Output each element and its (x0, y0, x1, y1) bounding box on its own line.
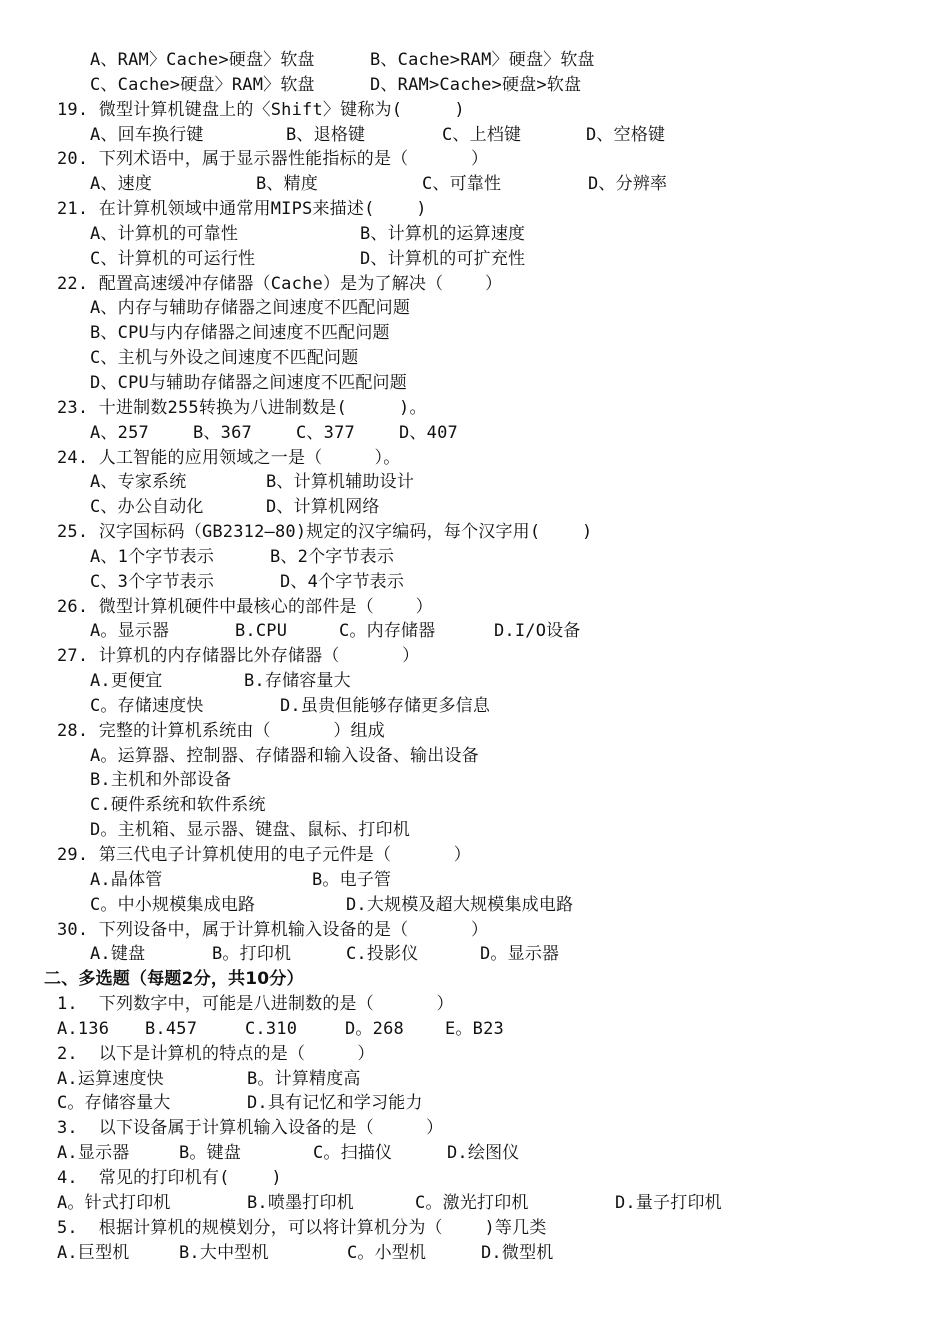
option-row (0, 1091, 950, 1116)
answer-option: D.微型机 (481, 1242, 554, 1263)
answer-option: B、计算机辅助设计 (266, 472, 415, 493)
answer-option: D。显示器 (480, 944, 560, 965)
answer-option: C。存储速度快 (90, 695, 204, 716)
option-row (0, 744, 950, 769)
answer-option: B。计算精度高 (247, 1068, 361, 1089)
answer-option: A、速度 (90, 174, 153, 195)
question-text: 29. 第三代电子计算机使用的电子元件是（ ） (57, 845, 471, 865)
answer-option: A、回车换行键 (90, 124, 204, 145)
question-text: 26. 微型计算机硬件中最核心的部件是（ ） (57, 596, 433, 617)
answer-option: D、4个字节表示 (280, 571, 405, 592)
answer-option: D、CPU与辅助存储器之间速度不匹配问题 (90, 372, 407, 393)
answer-option: B.CPU (235, 621, 288, 642)
answer-option: B、CPU与内存储器之间速度不匹配问题 (90, 323, 390, 344)
option-row (0, 296, 950, 321)
option-row (0, 818, 950, 843)
answer-option: D、计算机网络 (266, 497, 380, 518)
option-row (0, 1017, 950, 1042)
answer-option: A。运算器、控制器、存储器和输入设备、输出设备 (90, 745, 479, 766)
answer-option: A.显示器 (57, 1143, 130, 1164)
answer-option: E。B23 (445, 1018, 504, 1039)
question-text: 28. 完整的计算机系统由（ ）组成 (57, 720, 385, 741)
question-text: 3. 以下设备属于计算机输入设备的是（ ） (57, 1118, 444, 1139)
answer-option: A、计算机的可靠性 (90, 223, 239, 244)
option-row (0, 694, 950, 719)
option-row (0, 346, 950, 371)
answer-option: A.运算速度快 (57, 1068, 164, 1089)
answer-option: D.I/O设备 (494, 621, 581, 642)
answer-option: A。显示器 (90, 621, 170, 642)
answer-option: A、257 (90, 422, 149, 443)
answer-option: D、分辨率 (588, 174, 668, 195)
option-row (0, 793, 950, 818)
answer-option: C。内存储器 (339, 621, 436, 642)
option-row (0, 868, 950, 893)
answer-option: A、专家系统 (90, 472, 187, 493)
answer-option: B。键盘 (179, 1143, 242, 1164)
option-row (0, 545, 950, 570)
option-row (0, 48, 950, 73)
answer-option: B.存储容量大 (244, 671, 351, 692)
question-text: 4. 常见的打印机有( ) (57, 1167, 282, 1188)
answer-option: C.硬件系统和软件系统 (90, 795, 266, 816)
answer-option: C、可靠性 (422, 174, 502, 195)
option-row (0, 470, 950, 495)
answer-option: C。激光打印机 (415, 1192, 529, 1213)
answer-option: D.量子打印机 (615, 1192, 722, 1213)
answer-option: C。存储容量大 (57, 1093, 171, 1114)
answer-option: B.大中型机 (179, 1242, 269, 1263)
option-row (0, 73, 950, 98)
answer-option: B。打印机 (212, 944, 292, 965)
question-text: 22. 配置高速缓冲存储器（Cache）是为了解决（ ） (57, 273, 503, 294)
option-row (0, 247, 950, 272)
answer-option: C。小型机 (347, 1242, 427, 1263)
answer-option: C、主机与外设之间速度不匹配问题 (90, 348, 359, 369)
answer-option: A、1个字节表示 (90, 546, 215, 567)
option-row (0, 371, 950, 396)
option-row (0, 669, 950, 694)
answer-option: D、RAM>Cache>硬盘>软盘 (370, 74, 582, 95)
option-row (0, 1191, 950, 1216)
option-row (0, 1141, 950, 1166)
answer-option: B、Cache>RAM〉硬盘〉软盘 (370, 50, 595, 70)
question-text: 27. 计算机的内存储器比外存储器（ ） (57, 646, 420, 667)
answer-option: D.具有记忆和学习能力 (247, 1093, 423, 1114)
option-row (0, 495, 950, 520)
option-row (0, 172, 950, 197)
answer-option: D。主机箱、显示器、键盘、鼠标、打印机 (90, 820, 411, 841)
option-row (0, 768, 950, 793)
answer-option: D、计算机的可扩充性 (360, 248, 526, 269)
question-text: 25. 汉字国标码（GB2312—80)规定的汉字编码，每个汉字用( ) (57, 522, 593, 543)
answer-option: D、空格键 (586, 124, 666, 145)
answer-option: A、内存与辅助存储器之间速度不匹配问题 (90, 298, 411, 319)
answer-option: C、3个字节表示 (90, 571, 215, 592)
answer-option: B、计算机的运算速度 (360, 223, 526, 244)
question-text: 19. 微型计算机键盘上的〈Shift〉键称为( ) (57, 99, 465, 120)
answer-option: C、Cache>硬盘〉RAM〉软盘 (90, 74, 315, 95)
option-row (0, 1067, 950, 1092)
question-text: 30. 下列设备中，属于计算机输入设备的是（ ） (57, 919, 489, 940)
answer-option: D.虽贵但能够存储更多信息 (280, 695, 491, 716)
answer-option: C、377 (296, 422, 355, 443)
answer-option: B.457 (145, 1018, 198, 1039)
exam-page (0, 48, 950, 1265)
answer-option: B.喷墨打印机 (247, 1192, 354, 1213)
answer-option: C、计算机的可运行性 (90, 248, 256, 269)
option-row (0, 421, 950, 446)
answer-option: A.键盘 (90, 944, 146, 965)
question-text: 21. 在计算机领域中通常用MIPS来描述( ) (57, 199, 427, 220)
answer-option: B。电子管 (312, 869, 392, 890)
option-row (0, 570, 950, 595)
answer-option: B、2个字节表示 (270, 546, 395, 567)
answer-option: D.绘图仪 (447, 1143, 520, 1164)
answer-option: A。针式打印机 (57, 1192, 171, 1213)
answer-option: B、退格键 (286, 124, 366, 145)
option-row (0, 321, 950, 346)
answer-option: D、407 (399, 422, 458, 443)
section-heading: 二、多选题（每题2分，共10分） (44, 969, 304, 990)
answer-option: D。268 (345, 1018, 404, 1039)
answer-option: B、精度 (256, 174, 319, 195)
answer-option: C.投影仪 (346, 944, 419, 965)
answer-option: C、上档键 (442, 124, 522, 145)
question-text: 20. 下列术语中，属于显示器性能指标的是（ ） (57, 149, 489, 170)
answer-option: C.310 (245, 1018, 298, 1039)
answer-option: A.136 (57, 1018, 110, 1039)
question-text: 5. 根据计算机的规模划分，可以将计算机分为（ )等几类 (57, 1217, 547, 1238)
option-row (0, 619, 950, 644)
answer-option: B、367 (193, 422, 252, 443)
option-row (0, 942, 950, 967)
question-text: 1. 下列数字中，可能是八进制数的是（ ） (57, 994, 454, 1015)
option-row (0, 222, 950, 247)
question-text: 2. 以下是计算机的特点的是（ ） (57, 1043, 375, 1064)
option-row (0, 123, 950, 148)
answer-option: C、办公自动化 (90, 497, 204, 518)
option-row (0, 1241, 950, 1266)
answer-option: A.更便宜 (90, 671, 163, 692)
question-text: 23. 十进制数255转换为八进制数是( )。 (57, 397, 427, 418)
answer-option: A.晶体管 (90, 869, 163, 890)
answer-option: D.大规模及超大规模集成电路 (346, 894, 574, 915)
answer-option: B.主机和外部设备 (90, 770, 232, 791)
option-row (0, 893, 950, 918)
answer-option: C。扫描仪 (313, 1143, 393, 1164)
answer-option: C。中小规模集成电路 (90, 894, 256, 915)
answer-option: A、RAM〉Cache>硬盘〉软盘 (90, 50, 315, 70)
answer-option: A.巨型机 (57, 1242, 130, 1263)
question-text: 24. 人工智能的应用领域之一是（ ）。 (57, 447, 401, 468)
